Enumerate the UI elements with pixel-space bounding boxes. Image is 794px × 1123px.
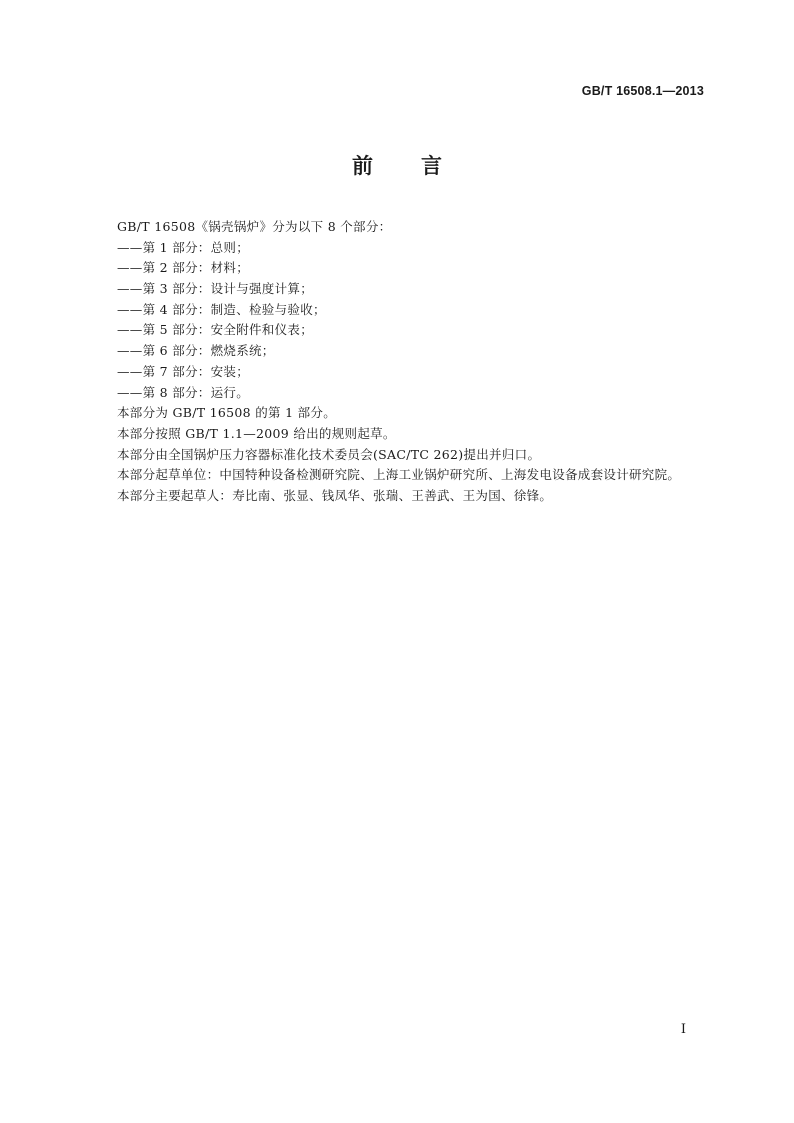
part-list-item: ——第 8 部分：运行。 <box>117 384 249 400</box>
part-list-item: ——第 7 部分：安装； <box>117 363 249 379</box>
paragraph: 本部分按照 GB/T 1.1—2009 给出的规则起草。 <box>117 425 396 441</box>
title-char-1: 前 <box>352 154 373 178</box>
paragraph: 本部分为 GB/T 16508 的第 1 部分。 <box>117 405 337 421</box>
part-list-item: ——第 1 部分：总则； <box>117 239 249 255</box>
part-list-item: ——第 5 部分：安全附件和仪表； <box>117 322 313 338</box>
standard-code: GB/T 16508.1—2013 <box>581 84 704 98</box>
part-list-item: ——第 2 部分：材料； <box>117 260 249 276</box>
part-list-item: ——第 4 部分：制造、检验与验收； <box>117 301 326 317</box>
paragraph: 本部分由全国锅炉压力容器标准化技术委员会(SAC/TC 262)提出并归口。 <box>117 446 541 462</box>
title-char-2: 言 <box>421 154 442 178</box>
page-number: I <box>680 1022 686 1037</box>
paragraph: 本部分主要起草人：寿比南、张显、钱凤华、张瑞、王善武、王为国、徐锋。 <box>117 487 553 503</box>
foreword-intro: GB/T 16508《锅壳锅炉》分为以下 8 个部分： <box>117 219 392 234</box>
foreword-body <box>117 217 717 507</box>
part-list-item: ——第 3 部分：设计与强度计算； <box>117 281 313 297</box>
part-list-item: ——第 6 部分：燃烧系统； <box>117 343 275 359</box>
page-title <box>0 150 794 180</box>
paragraph: 本部分起草单位：中国特种设备检测研究院、上海工业锅炉研究所、上海发电设备成套设计研究院。 <box>117 467 681 483</box>
